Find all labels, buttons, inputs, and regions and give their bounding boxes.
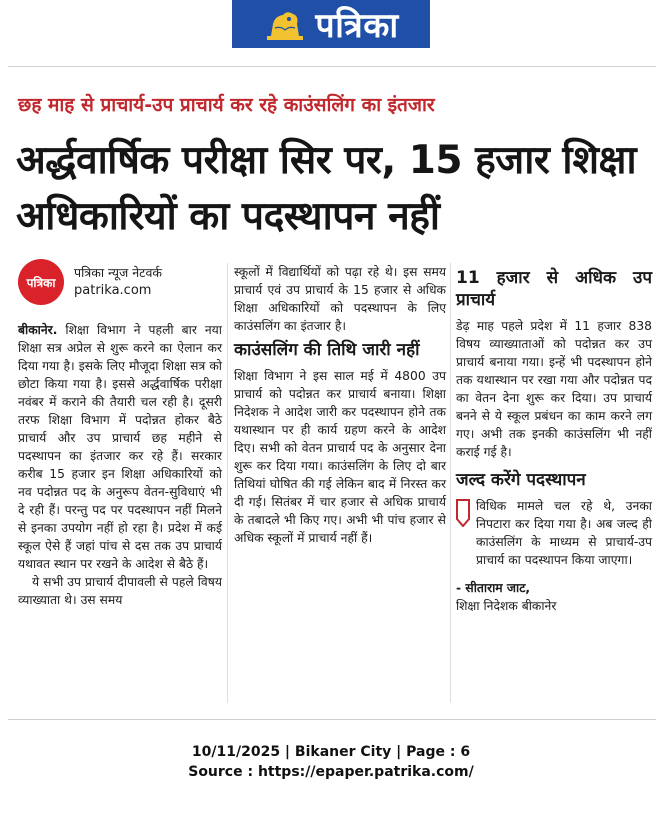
footer-date-line: 10/11/2025 | Bikaner City | Page : 6 xyxy=(191,744,471,760)
footer xyxy=(0,742,662,782)
subheading: 11 हजार से अधिक उप प्राचार्य xyxy=(456,268,652,310)
quote-attribution-name: - सीताराम जाट, xyxy=(456,581,531,595)
column-3 xyxy=(456,263,652,615)
quote-box xyxy=(456,497,652,569)
paragraph: शिक्षा विभाग ने पहली बार नया शिक्षा सत्र अप्रेल से शुरू करने का ऐलान कर दिया गया है। इसके लिए मौजूदा शिक्षा सत्र को छोटा किया गया है। इससे अर्द्धवार्षिक परीक्षा नवंबर में कराने की तैयारी चल रही है। दूसरी तरफ शिक्षा विभाग में पदोन्नत होकर बैठे प्राचार्य और उप प्राचार्य छह महीने से पदस्थापन का इंतजार कर रहे हैं। सरकार करीब 15 हजार इन शिक्षा अधिकारियों को नव पदोन्नत पद के अनुरूप वेतन-सुविधाएं भी दे रही हैं। परन्तु पद पर पदस्थापन नहीं मिलने से इनका उपयोग नहीं हो रहा है। प्रदेश में कई स्कूल ऐसे हैं जहां पांच से दस तक उप प्राचार्य यथावत स्थान पर रखने के आदेश से बैठे हैं। xyxy=(18,323,222,571)
subheading: काउंसलिंग की तिथि जारी नहीं xyxy=(234,340,420,360)
quote-attribution-title: शिक्षा निदेशक बीकानेर xyxy=(456,599,557,613)
byline-site: patrika.com xyxy=(74,283,152,298)
byline xyxy=(18,259,162,305)
brand-name: पत्रिका xyxy=(315,6,399,46)
masthead xyxy=(232,0,430,48)
lion-emblem-icon xyxy=(263,6,307,42)
quote-text: विधिक मामले चल रहे थे, उनका निपटारा कर दिया गया है। अब जल्द ही काउंसलिंग के माध्यम से प्राचार्य-उप प्राचार्य का पदस्थापन किया जाएगा। xyxy=(476,499,652,567)
paragraph: डेढ़ माह पहले प्रदेश में 11 हजार 838 विषय व्याख्याताओं को पदोन्नत कर उप प्राचार्य बनाया गया। इन्हें भी पदस्थापन होने तक यथास्थान पर रखा गया और पदोन्नत पद का वेतन देना शुरू कर दिया। उप प्राचार्य बनने से ये स्कूल प्रबंधन का काम करने लग गए। अभी तक इनकी काउंसलिंग भी नहीं कराई गई है। xyxy=(456,319,652,459)
paragraph: ये सभी उप प्राचार्य दीपावली से पहले विषय व्याख्याता थे। उस समय xyxy=(18,575,222,607)
column-1-text xyxy=(18,321,222,573)
headline: अर्द्धवार्षिक परीक्षा सिर पर, 15 हजार शिक्षा अधिकारियों का पदस्थापन नहीं xyxy=(16,138,637,239)
byline-agency: पत्रिका न्यूज नेटवर्क xyxy=(74,265,163,280)
column-1 xyxy=(18,321,222,609)
column-divider xyxy=(227,263,228,703)
column-2 xyxy=(234,263,446,547)
paragraph: शिक्षा विभाग ने इस साल मई में 4800 उप प्राचार्य को पदोन्नत कर प्राचार्य बनाया। शिक्षा निदेशक ने आदेश जारी कर पदस्थापन होने तक यथास्थान पर ही कार्य ग्रहण करने के आदेश दिए। सभी को वेतन प्राचार्य पद के अनुसार देना शुरू कर दिया गया। काउंसलिंग के लिए दो बार तिथियां घोषित की गई लेकिन बाद में निरस्त कर दी गई। सितंबर में चार हजार से अधिक प्राचार्य के तबादले भी किए गए। अभी भी पांच हजार से अधिक स्कूलों में प्राचार्य नहीं हैं। xyxy=(234,369,446,545)
article xyxy=(8,66,656,720)
paragraph: स्कूलों में विद्यार्थियों को पढ़ा रहे थे। इस समय प्राचार्य एवं उप प्राचार्य के 15 हजार से अधिक शिक्षा अधिकारियों को पदस्थापन के लिए काउंसलिंग का इंतजार है। xyxy=(234,265,446,333)
footer-source-line: Source : https://epaper.patrika.com/ xyxy=(188,764,474,780)
patrika-badge: पत्रिका xyxy=(18,259,64,305)
quote-marker-icon xyxy=(456,499,470,527)
column-divider xyxy=(450,263,451,703)
kicker: छह माह से प्राचार्य-उप प्राचार्य कर रहे काउंसलिंग का इंतजार xyxy=(18,94,435,116)
dateline: बीकानेर. xyxy=(18,323,58,337)
subheading: जल्द करेंगे पदस्थापन xyxy=(456,470,586,490)
